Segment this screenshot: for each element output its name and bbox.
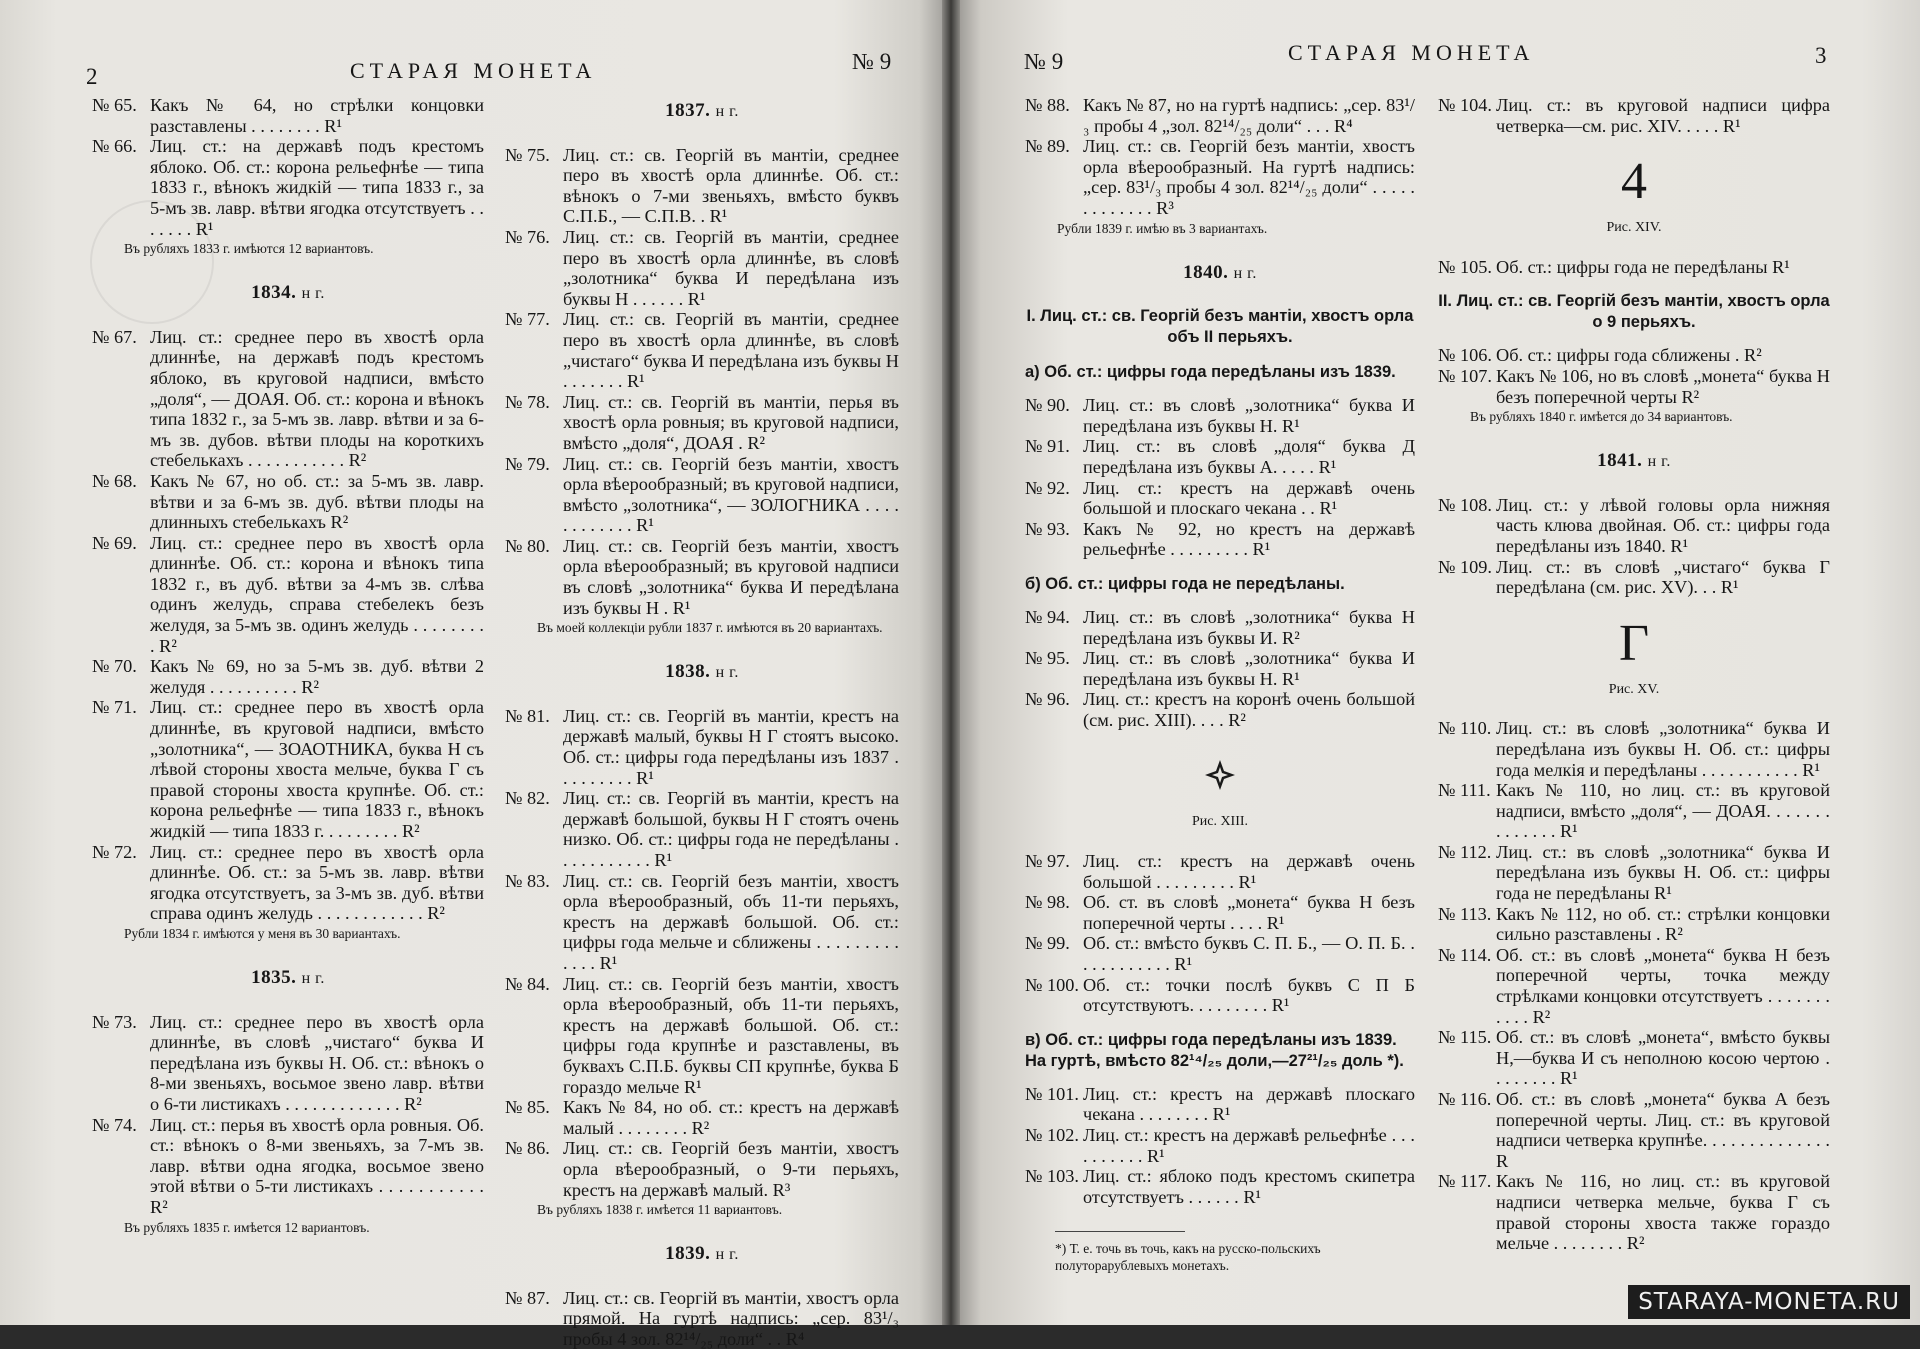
year-suffix: н г. bbox=[715, 1246, 739, 1264]
catalog-entry bbox=[1025, 1166, 1415, 1207]
figure-caption: Рис. XIII. bbox=[1191, 814, 1249, 830]
catalog-entry bbox=[92, 1115, 484, 1218]
entry-number: № 107. bbox=[1438, 365, 1493, 386]
year-value: 1834. bbox=[251, 282, 297, 304]
catalog-entry bbox=[1438, 557, 1830, 598]
entry-text: Лиц. ст.: св. Георгій безъ мантіи, хвостъ орла вѣерообразный; въ круговой надписи въ словѣ „золотника“ буква И передѣлана изъ буквы Н . R¹ bbox=[563, 535, 899, 618]
catalog-entry bbox=[505, 974, 899, 1098]
year-suffix: н г. bbox=[1233, 264, 1257, 282]
year-value: 1835. bbox=[251, 966, 297, 988]
catalog-entry bbox=[1438, 1089, 1830, 1171]
page-number: 3 bbox=[1815, 43, 1827, 68]
page-number: 2 bbox=[86, 64, 98, 89]
year-value: 1838. bbox=[665, 661, 711, 683]
entry-number: № 79. bbox=[505, 453, 550, 474]
entry-text: Лиц. ст.: св. Георгій въ мантіи, перья въ хвостѣ орла ровныя; въ круговой надписи, вмѣсто „доля“, ДОАЯ . R² bbox=[563, 391, 899, 453]
catalog-entry bbox=[505, 1138, 899, 1200]
entry-text: Лиц. ст.: въ словѣ „золотника“ буква И передѣлана изъ буквы Н. R¹ bbox=[1083, 648, 1415, 689]
catalog-entry bbox=[505, 788, 899, 870]
figure bbox=[1438, 154, 1830, 239]
text-column-1 bbox=[92, 95, 484, 1244]
catalog-entry bbox=[92, 1012, 484, 1115]
entry-number: № 97. bbox=[1025, 851, 1070, 872]
entry-number: № 71. bbox=[92, 697, 137, 718]
entry-text: Лиц. ст.: св. Георгій въ мантіи, среднее перо въ хвостѣ орла длиннѣе, въ словѣ „золотника“ буква И передѣлана изъ буквы Н . . . . . . R¹ bbox=[563, 226, 899, 309]
entry-text: Лиц. ст.: крестъ на державѣ очень большой . . . . . . . . . R¹ bbox=[1083, 851, 1415, 892]
entry-text: Лиц. ст.: св. Георгій безъ мантіи, хвостъ орла вѣерообразный. На гуртѣ надпись: „сер. 83¹/₃ пробы 4 зол. 82¹⁴/₂₅ доли“ . . . . . . . . . . . . . R³ bbox=[1083, 136, 1415, 218]
entry-text: Лиц. ст.: св. Георгій въ мантіи, крестъ на державѣ большой, буквы Н Г стоятъ очень низко. Об. ст.: цифры года не передѣланы . . . . . . . . . . . R¹ bbox=[563, 788, 899, 870]
entry-text: Лиц. ст.: среднее перо въ хвостѣ орла длиннѣе. Об. ст.: за 5-мъ зв. лавр. вѣтви ягодка отсутствуетъ, за 3-мъ зв. дуб. вѣтви справа одинъ желудь . . . . . . . . . . . . R² bbox=[150, 841, 484, 924]
entry-text: Лиц. ст.: среднее перо въ хвостѣ орла длиннѣе, въ круговой надписи, вмѣсто „золотника“, — ЗОАОТНИКА, буква Н съ лѣвой стороны хвоста мельче, буква Г съ правой стороны хвоста крупнѣе. Об. ст.: корона рельефнѣе — типа 1833 г., вѣнокъ жидкій — типа 1833 г. . . . . . . . . R² bbox=[150, 697, 484, 841]
catalog-entry bbox=[92, 842, 484, 924]
entry-text: Лиц. ст.: среднее перо въ хвостѣ орла длиннѣе, на державѣ подъ крестомъ яблоко, въ круговой надписи, вмѣсто „доля“, — ДОАЯ. Об. ст.: корона и вѣнокъ типа 1832 г., за 5-мъ зв. лавр. вѣтви и за 6-мъ зв. дубов. вѣтви плоды на короткихъ стебелькахъ . . . . . . . . . . . R² bbox=[150, 326, 484, 471]
section-heading: I. Лиц. ст.: св. Георгій безъ мантіи, хвостъ орла объ II перьяхъ. bbox=[1026, 307, 1414, 347]
entry-number: № 68. bbox=[92, 470, 137, 491]
year-heading bbox=[92, 283, 484, 305]
entry-text: Лиц. ст.: св. Георгій безъ мантіи, хвостъ орла вѣерообразный, объ 11-ти перьяхъ, крестъ на державѣ большой. Об. ст.: цифры года крупнѣе и разставлены, въ буквахъ С.П.Б. буквы СП крупнѣе, буква Б гораздо мельче R¹ bbox=[563, 973, 899, 1097]
variant-count-note: Рубли 1839 г. имѣю въ 3 вариантахъ. bbox=[1057, 220, 1268, 236]
year-heading bbox=[505, 1244, 899, 1266]
entry-number: № 96. bbox=[1025, 689, 1070, 710]
right-page bbox=[952, 0, 1920, 1325]
book-gutter bbox=[942, 0, 960, 1325]
catalog-entry bbox=[1025, 478, 1415, 519]
catalog-entry bbox=[1438, 1027, 1830, 1089]
entry-number: № 113. bbox=[1438, 903, 1492, 924]
issue-number: № 9 bbox=[1024, 49, 1064, 74]
entry-text: Лиц. ст.: перья въ хвостѣ орла ровныя. Об. ст.: вѣнокъ о 8-ми звеньяхъ, за 7-мъ зв. лавр. вѣтви одна ягодка, восьмое звено этой вѣтви о 5-ти листикахъ . . . . . . . . . . . R² bbox=[150, 1114, 484, 1217]
entry-text: Какъ № 87, но на гуртѣ надпись: „сер. 83¹/₃ пробы 4 „зол. 82¹⁴/₂₅ доли“ . . . R⁴ bbox=[1083, 95, 1415, 136]
entry-text: Об. ст.: въ словѣ „монета“ буква Н безъ поперечной черты, точка между стрѣлками концовки отсутствуетъ . . . . . . . . . . . R² bbox=[1496, 944, 1830, 1027]
section-heading: II. Лиц. ст.: св. Георгій безъ мантіи, хвостъ орла о 9 перьяхъ. bbox=[1438, 292, 1830, 332]
entry-number: № 83. bbox=[505, 870, 550, 891]
entry-number: № 82. bbox=[505, 788, 550, 809]
entry-text: Лиц. ст.: въ круговой надписи цифра четверка—см. рис. XIV. . . . . R¹ bbox=[1496, 95, 1830, 136]
figure-caption: Рис. XIV. bbox=[1606, 220, 1662, 236]
entry-text: Лиц. ст.: въ словѣ „золотника“ буква Н передѣлана изъ буквы И. R² bbox=[1083, 606, 1415, 648]
catalog-entry bbox=[1025, 933, 1415, 974]
entry-text: Лиц. ст.: крестъ на коронѣ очень большой (см. рис. XIII). . . . R² bbox=[1083, 689, 1415, 730]
entry-text: Лиц. ст.: св. Георгій безъ мантіи, хвостъ орла вѣерообразный; въ круговой надписи, вмѣсто „золотника“, — ЗОЛОГНИКА . . . . . . . . . . . . R¹ bbox=[563, 453, 899, 536]
entry-text: Об. ст.: цифры года не передѣланы R¹ bbox=[1496, 256, 1790, 277]
entry-number: № 117. bbox=[1438, 1171, 1492, 1192]
entry-text: Лиц. ст.: св. Георгій въ мантіи, среднее перо въ хвостѣ орла длиннѣе, въ словѣ „чистаго“ буква И передѣлана изъ буквы Н . . . . . . . R¹ bbox=[563, 309, 899, 392]
entry-number: № 108. bbox=[1438, 494, 1493, 515]
entry-text: Об. ст. въ словѣ „монета“ буква Н безъ поперечной черты . . . . R¹ bbox=[1083, 892, 1415, 933]
variant-count-note: Въ рубляхъ 1838 г. имѣется 11 вариантовъ. bbox=[537, 1202, 783, 1218]
entry-text: Лиц. ст.: св. Георгій въ мантіи, хвостъ орла прямой. На гуртѣ надпись: „сер. 83¹/₃ пробы 4 зол. 82¹⁴/₂₅ доли“ . . R⁴ bbox=[563, 1287, 899, 1349]
catalog-entry bbox=[1025, 648, 1415, 689]
entry-number: № 81. bbox=[505, 705, 550, 726]
entry-number: № 91. bbox=[1025, 436, 1070, 457]
year-suffix: н г. bbox=[1647, 453, 1671, 471]
catalog-entry bbox=[505, 1288, 899, 1349]
entry-text: Лиц. ст.: въ словѣ „золотника“ буква И передѣлана изъ буквы Н. Об. ст.: цифры года не передѣланы R¹ bbox=[1496, 841, 1830, 904]
year-heading bbox=[1025, 263, 1415, 285]
entry-number: № 106. bbox=[1438, 345, 1493, 366]
catalog-entry bbox=[1438, 257, 1830, 278]
section-heading: б) Об. ст.: цифры года не передѣланы. bbox=[1025, 574, 1345, 593]
year-suffix: н г. bbox=[715, 664, 739, 682]
catalog-entry bbox=[505, 871, 899, 974]
catalog-entry bbox=[1438, 780, 1830, 842]
catalog-entry bbox=[92, 697, 484, 841]
catalog-entry bbox=[1438, 95, 1830, 136]
year-heading bbox=[505, 662, 899, 684]
entry-text: Лиц. ст.: у лѣвой головы орла нижняя часть клюва двойная. Об. ст.: цифры года передѣланы изъ 1840. R¹ bbox=[1496, 494, 1830, 556]
catalog-entry bbox=[1025, 136, 1415, 218]
entry-number: № 90. bbox=[1025, 395, 1070, 416]
variant-count-note: Въ рубляхъ 1840 г. имѣется до 34 вариантовъ. bbox=[1470, 409, 1733, 425]
entry-text: Об. ст.: вмѣсто буквъ С. П. Б., — О. П. Б. . . . . . . . . . . . R¹ bbox=[1083, 933, 1415, 975]
issue-number: № 9 bbox=[852, 49, 892, 74]
year-suffix: н г. bbox=[301, 285, 325, 303]
figure-letter-illustration: 4 bbox=[1621, 153, 1647, 211]
catalog-entry bbox=[505, 227, 899, 309]
entry-number: № 66. bbox=[92, 136, 137, 157]
figure-caption: Рис. XV. bbox=[1608, 681, 1660, 697]
entry-number: № 116. bbox=[1438, 1089, 1492, 1109]
entry-number: № 92. bbox=[1025, 477, 1070, 498]
catalog-entry bbox=[1025, 975, 1415, 1016]
entry-number: № 67. bbox=[92, 326, 137, 347]
year-value: 1837. bbox=[665, 100, 711, 121]
catalog-entry bbox=[1025, 1125, 1415, 1166]
entry-number: № 80. bbox=[505, 535, 550, 556]
site-watermark: STARAYA-MONETA.RU bbox=[1628, 1285, 1910, 1319]
year-value: 1839. bbox=[665, 1243, 711, 1265]
entry-text: Лиц. ст.: въ словѣ „чистаго“ буква Г передѣлана (см. рис. XV). . . R¹ bbox=[1496, 556, 1830, 598]
catalog-entry bbox=[1438, 366, 1830, 407]
entry-number: № 77. bbox=[505, 309, 550, 330]
entry-text: Лиц. ст.: св. Георгій безъ мантіи, хвостъ орла вѣерообразный, о 9-ти перьяхъ, крестъ на державѣ малый. R³ bbox=[563, 1138, 899, 1200]
entry-number: № 111. bbox=[1438, 780, 1491, 801]
catalog-entry bbox=[1025, 436, 1415, 477]
entry-text: Лиц. ст.: среднее перо въ хвостѣ орла длиннѣе. Об. ст.: корона и вѣнокъ типа 1832 г., въ дуб. вѣтви за 4-мъ зв. слѣва одинъ желудь, справа стебелекъ безъ желудя, за 5-мъ зв. одинъ желудь . . . . . . . . . R² bbox=[150, 532, 484, 656]
catalog-entry bbox=[1025, 689, 1415, 730]
entry-number: № 75. bbox=[505, 144, 550, 165]
figure bbox=[1025, 748, 1415, 833]
entry-text: Какъ № 69, но за 5-мъ зв. дуб. вѣтви 2 желудя . . . . . . . . . . R² bbox=[150, 656, 484, 697]
left-page bbox=[0, 0, 948, 1349]
entry-number: № 99. bbox=[1025, 933, 1070, 954]
entry-number: № 78. bbox=[505, 391, 550, 412]
entry-number: № 85. bbox=[505, 1097, 550, 1118]
figure-letter-illustration: Г bbox=[1618, 614, 1650, 672]
entry-text: Лиц. ст.: крестъ на державѣ рельефнѣе . . . . . . . . . . R¹ bbox=[1083, 1125, 1415, 1166]
running-head: СТАРАЯ МОНЕТА bbox=[1288, 40, 1535, 65]
entry-number: № 87. bbox=[505, 1287, 550, 1308]
catalog-entry bbox=[1438, 718, 1830, 780]
entry-number: № 104. bbox=[1438, 95, 1493, 115]
entry-text: Лиц. ст.: среднее перо въ хвостѣ орла длиннѣе, въ словѣ „чистаго“ буква И передѣлана изъ буквы Н. Об. ст.: вѣнокъ о 8-ми звеньяхъ, восьмое звено лавр. вѣтви о 6-ти листикахъ . . . . . . . . . . . . . R² bbox=[150, 1011, 484, 1114]
figure-cross-illustration bbox=[1025, 748, 1415, 804]
entry-text: Лиц. ст.: св. Георгій безъ мантіи, хвостъ орла вѣерообразный, объ 11-ти перьяхъ, крестъ на державѣ большой. Об. ст.: цифры года мельче и сближены . . . . . . . . . . . . . R¹ bbox=[563, 870, 899, 973]
catalog-entry bbox=[92, 471, 484, 533]
entry-text: Лиц. ст.: яблоко подъ крестомъ скипетра отсутствуетъ . . . . . . R¹ bbox=[1083, 1166, 1415, 1207]
catalog-entry bbox=[1025, 519, 1415, 560]
maltese-cross-icon bbox=[1203, 758, 1237, 792]
catalog-entry bbox=[505, 706, 899, 788]
entry-text: Лиц. ст.: въ словѣ „золотника“ буква И передѣлана изъ буквы Н. R¹ bbox=[1083, 395, 1415, 436]
entry-number: № 84. bbox=[505, 973, 550, 994]
catalog-entry bbox=[1025, 1084, 1415, 1125]
catalog-entry bbox=[1025, 395, 1415, 436]
entry-number: № 88. bbox=[1025, 95, 1070, 115]
entry-number: № 74. bbox=[92, 1114, 137, 1135]
year-heading bbox=[505, 101, 899, 123]
catalog-entry bbox=[1438, 1171, 1830, 1253]
entry-number: № 76. bbox=[505, 226, 550, 247]
section-heading: в) Об. ст.: цифры года передѣланы изъ 1839. На гуртѣ, вмѣсто 82¹⁴/₂₅ доли,—27²¹/₂₅ доль *). bbox=[1025, 1030, 1404, 1070]
text-column-2 bbox=[505, 95, 899, 1349]
catalog-entry bbox=[1438, 345, 1830, 366]
catalog-entry bbox=[92, 533, 484, 657]
entry-number: № 98. bbox=[1025, 892, 1070, 913]
entry-number: № 95. bbox=[1025, 648, 1070, 669]
entry-text: Какъ № 116, но лиц. ст.: въ круговой надписи четверка мельче, буква Г съ правой стороны хвоста также гораздо мельче . . . . . . . . R² bbox=[1496, 1171, 1830, 1254]
entry-number: № 101. bbox=[1025, 1083, 1080, 1104]
entry-number: № 105. bbox=[1438, 256, 1493, 277]
entry-text: Лиц. ст.: крестъ на державѣ очень большой и плоскаго чекана . . R¹ bbox=[1083, 477, 1415, 519]
entry-number: № 114. bbox=[1438, 944, 1492, 965]
footnote-rule bbox=[1055, 1231, 1185, 1232]
year-value: 1841. bbox=[1597, 450, 1643, 472]
year-heading bbox=[92, 968, 484, 990]
catalog-entry bbox=[505, 145, 899, 227]
entry-text: Об. ст.: въ словѣ „монета“ буква А безъ поперечной черты. Лиц. ст.: въ круговой надписи четверка крупнѣе. . . . . . . . . . . . . . R bbox=[1496, 1089, 1830, 1171]
entry-number: № 100. bbox=[1025, 974, 1080, 995]
variant-count-note: Въ рубляхъ 1835 г. имѣется 12 вариантовъ. bbox=[124, 1219, 370, 1235]
variant-count-note: Рубли 1834 г. имѣются у меня въ 30 вариантахъ. bbox=[124, 925, 401, 941]
entry-number: № 115. bbox=[1438, 1027, 1492, 1048]
text-column-4 bbox=[1438, 95, 1830, 1254]
entry-text: Лиц. ст.: крестъ на державѣ плоскаго чекана . . . . . . . . R¹ bbox=[1083, 1083, 1415, 1125]
entry-number: № 103. bbox=[1025, 1166, 1080, 1187]
catalog-entry bbox=[1025, 892, 1415, 933]
year-suffix: н г. bbox=[715, 103, 739, 120]
variant-count-note: Въ рубляхъ 1833 г. имѣются 12 вариантовъ. bbox=[124, 241, 374, 257]
entry-number: № 93. bbox=[1025, 518, 1070, 539]
catalog-entry bbox=[1025, 95, 1415, 136]
entry-text: Об. ст.: точки послѣ буквъ С П Б отсутствуютъ. . . . . . . . . R¹ bbox=[1083, 974, 1415, 1016]
entry-text: Лиц. ст.: св. Георгій въ мантіи, среднее перо въ хвостѣ орла длиннѣе. Об. ст.: вѣнокъ о 7-ми звеньяхъ, вмѣсто буквъ С.П.Б., — С.П.В. . R¹ bbox=[563, 144, 899, 227]
catalog-entry bbox=[1438, 904, 1830, 945]
entry-number: № 72. bbox=[92, 841, 137, 862]
catalog-entry bbox=[1438, 495, 1830, 557]
entry-text: Какъ № 92, но крестъ на державѣ рельефнѣе . . . . . . . . . R¹ bbox=[1083, 518, 1415, 560]
figure bbox=[1438, 616, 1830, 701]
catalog-entry bbox=[1438, 842, 1830, 904]
catalog-entry bbox=[92, 95, 484, 136]
entry-text: Лиц. ст.: св. Георгій въ мантіи, крестъ на державѣ малый, буквы Н Г стоятъ высоко. Об. ст.: цифры года передѣланы изъ 1837 . . . . . . . . . R¹ bbox=[563, 705, 899, 788]
variant-count-note: Въ моей коллекціи рубли 1837 г. имѣются въ 20 вариантахъ. bbox=[537, 620, 883, 636]
entry-number: № 73. bbox=[92, 1011, 137, 1032]
entry-number: № 112. bbox=[1438, 841, 1492, 862]
year-value: 1840. bbox=[1183, 261, 1229, 283]
entry-text: Об. ст.: въ словѣ „монета“, вмѣсто буквы Н,—буква И съ неполною косою чертою . . . . . . . . R¹ bbox=[1496, 1027, 1830, 1089]
entry-text: Какъ № 106, но въ словѣ „монета“ буква Н безъ поперечной черты R² bbox=[1496, 365, 1830, 407]
entry-number: № 94. bbox=[1025, 606, 1070, 627]
entry-text: Какъ № 112, но об. ст.: стрѣлки концовки сильно разставлены . R² bbox=[1496, 903, 1830, 945]
entry-text: Какъ № 110, но лиц. ст.: въ круговой надписи, вмѣсто „доля“, — ДОАЯ. . . . . . . . . . . . . . R¹ bbox=[1496, 780, 1830, 842]
entry-number: № 89. bbox=[1025, 136, 1070, 157]
catalog-entry bbox=[92, 327, 484, 471]
entry-text: Какъ № 67, но об. ст.: за 5-мъ зв. лавр. вѣтви и за 6-мъ зв. дуб. вѣтви плоды на длинныхъ стебелькахъ R² bbox=[150, 470, 484, 533]
catalog-entry bbox=[505, 536, 899, 618]
running-head: СТАРАЯ МОНЕТА bbox=[350, 58, 597, 83]
entry-number: № 110. bbox=[1438, 718, 1492, 739]
section-heading: а) Об. ст.: цифры года передѣланы изъ 1839. bbox=[1025, 363, 1396, 382]
entry-text: Лиц. ст.: на державѣ подъ крестомъ яблоко. Об. ст.: корона рельефнѣе — типа 1833 г., вѣнокъ жидкій — типа 1833 г., за 5-мъ зв. лавр. вѣтви ягодка отсутствуетъ . . . . . . . R¹ bbox=[150, 136, 484, 239]
catalog-entry bbox=[505, 392, 899, 454]
catalog-entry bbox=[505, 454, 899, 536]
entry-text: Об. ст.: цифры года сближены . R² bbox=[1496, 345, 1762, 366]
catalog-entry bbox=[1438, 945, 1830, 1027]
catalog-entry bbox=[1025, 607, 1415, 648]
catalog-entry bbox=[1025, 851, 1415, 892]
catalog-entry bbox=[92, 656, 484, 697]
entry-text: Какъ № 84, но об. ст.: крестъ на державѣ малый . . . . . . . . R² bbox=[563, 1097, 899, 1138]
entry-number: № 69. bbox=[92, 532, 137, 553]
entry-number: № 109. bbox=[1438, 556, 1493, 577]
catalog-entry bbox=[92, 136, 484, 239]
catalog-entry bbox=[505, 309, 899, 391]
year-heading bbox=[1438, 451, 1830, 473]
footnote: *) Т. е. точь въ точь, какъ на русско-польскихъ полуторарублевыхъ монетахъ. bbox=[1055, 1241, 1321, 1274]
entry-number: № 86. bbox=[505, 1138, 550, 1159]
catalog-entry bbox=[505, 1097, 899, 1138]
year-suffix: н г. bbox=[301, 969, 325, 987]
entry-number: № 65. bbox=[92, 95, 137, 115]
entry-text: Лиц. ст.: въ словѣ „золотника“ буква И передѣлана изъ буквы Н. Об. ст.: цифры года мелкія и передѣланы . . . . . . . . . . . R¹ bbox=[1496, 718, 1830, 780]
entry-number: № 70. bbox=[92, 656, 137, 677]
entry-text: Какъ № 64, но стрѣлки концовки разставлены . . . . . . . . R¹ bbox=[150, 95, 484, 136]
text-column-3 bbox=[1025, 95, 1415, 1274]
entry-text: Лиц. ст.: въ словѣ „доля“ буква Д передѣлана изъ буквы А. . . . . R¹ bbox=[1083, 436, 1415, 477]
entry-number: № 102. bbox=[1025, 1125, 1080, 1145]
